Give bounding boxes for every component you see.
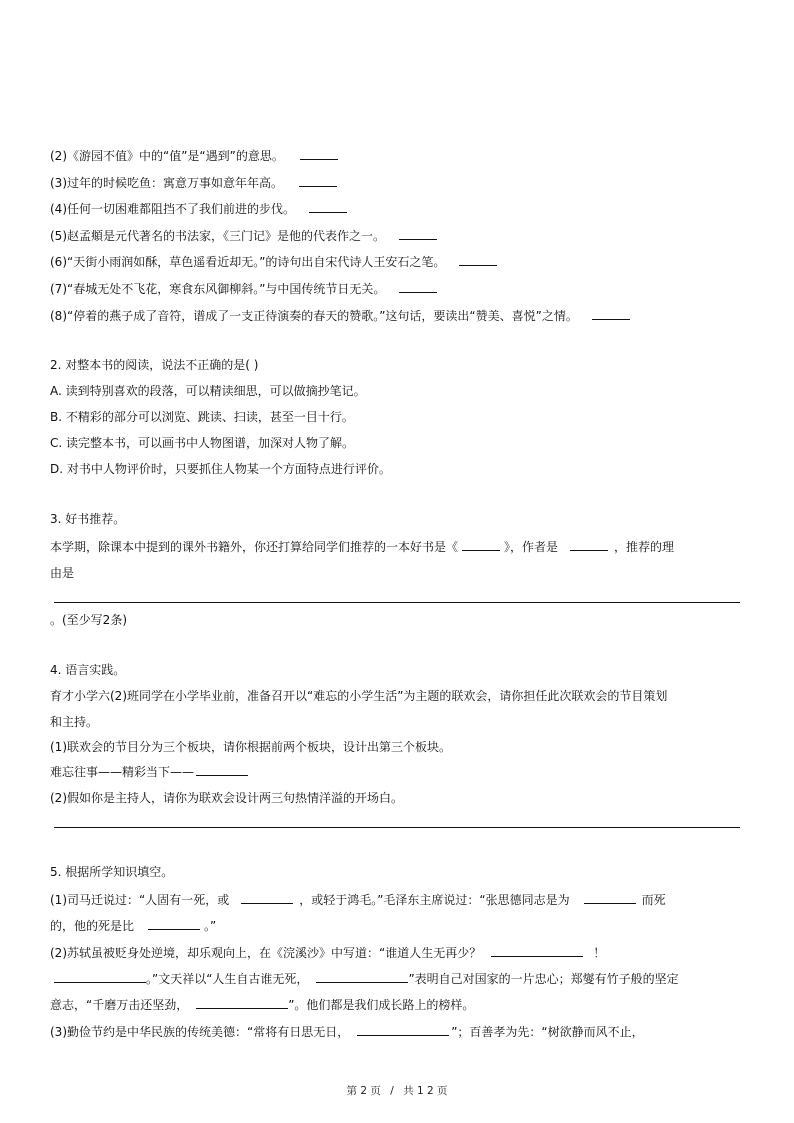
- page-footer: [0, 1083, 794, 1098]
- answer-blank[interactable]: [584, 892, 636, 904]
- third-section-blank[interactable]: [196, 764, 248, 776]
- q4-title: 4. 语言实践。: [50, 663, 126, 677]
- q5-s3-text-a: (3)勤俭节约是中华民族的传统美德：“常将有日思无日，: [50, 1025, 350, 1039]
- q5-s3-line1: [50, 1024, 644, 1040]
- q1-item-4-text: (4)任何一切困难都阻挡不了我们前进的步伐。: [50, 202, 295, 216]
- q5-s1-text-a: (1)司马迁说过：“人固有一死，或: [50, 893, 230, 907]
- q5-s2-text-b: ！: [593, 946, 606, 960]
- answer-blank[interactable]: [300, 148, 338, 160]
- q4-program-text: 难忘往事——精彩当下——: [50, 765, 195, 779]
- q3-text-c: ，推荐的理: [614, 540, 675, 554]
- q4-intro-1: 育才小学六(2)班同学在小学毕业前，准备召开以“难忘的小学生活”为主题的联欢会，请你担任此次联欢会的节目策划: [50, 689, 668, 703]
- answer-blank[interactable]: [592, 308, 630, 320]
- q1-item-8: [50, 308, 634, 324]
- q5-s2-line1: [50, 945, 605, 961]
- q5-s2-text-c: 。”文天祥以“人生自古谁无死，: [146, 972, 309, 986]
- q4-answer-line[interactable]: [54, 827, 740, 828]
- answer-blank[interactable]: [299, 175, 337, 187]
- q5-s2-text-f: ”。他们都是我们成长路上的榜样。: [288, 998, 475, 1012]
- q3-note: 。(至少写2条): [50, 613, 127, 627]
- q1-item-3: [50, 175, 341, 191]
- q5-s2-text-d: ”表明自己对国家的一片忠心；郑燮有竹子般的坚定: [408, 972, 679, 986]
- q5-s1-line1: [50, 892, 666, 908]
- answer-blank[interactable]: [196, 997, 288, 1009]
- answer-blank[interactable]: [399, 228, 437, 240]
- q1-item-5: [50, 228, 441, 244]
- answer-blank[interactable]: [399, 281, 437, 293]
- author-blank[interactable]: [570, 539, 608, 551]
- q5-s1-text-c: 而死: [641, 893, 666, 907]
- q2-option-c[interactable]: C. 读完整本书，可以画书中人物图谱，加深对人物了解。: [50, 436, 355, 450]
- q3-title: 3. 好书推荐。: [50, 512, 126, 526]
- q1-item-7: [50, 281, 441, 297]
- q5-s2-text-e: 意志，“千磨万击还坚劲，: [50, 998, 189, 1012]
- q3-text-b: 》，作者是: [504, 540, 559, 554]
- q1-item-6: [50, 254, 501, 270]
- q5-s1-text-b: ，或轻于鸿毛。”毛泽东主席说过：“张思德同志是为: [299, 893, 570, 907]
- q4-sub-2: (2)假如你是主持人，请你为联欢会设计两三句热情洋溢的开场白。: [50, 791, 404, 805]
- q2-title: 2. 对整本书的阅读，说法不正确的是( ): [50, 358, 259, 372]
- q3-line2: 由是: [50, 566, 75, 580]
- answer-blank[interactable]: [459, 254, 497, 266]
- q1-item-6-text: (6)“天街小雨润如酥，草色遥看近却无。”的诗句出自宋代诗人王安石之笔。: [50, 255, 446, 269]
- answer-blank[interactable]: [316, 971, 408, 983]
- q2-option-d[interactable]: D. 对书中人物评价时，只要抓住人物某一个方面特点进行评价。: [50, 462, 391, 476]
- q5-s2-line3: [50, 997, 474, 1013]
- q1-item-5-text: (5)赵孟頫是元代著名的书法家，《三门记》是他的代表作之一。: [50, 229, 386, 243]
- answer-blank[interactable]: [54, 971, 146, 983]
- q1-item-3-text: (3)过年的时候吃鱼：寓意万事如意年年高。: [50, 176, 283, 190]
- q3-text-a: 本学期，除课本中提到的课外书籍外，你还打算给同学们推荐的一本好书是《: [50, 540, 459, 554]
- page-total: 共 1 2 页: [403, 1085, 448, 1097]
- q1-item-7-text: (7)“春城无处不飞花，寒食东风御柳斜。”与中国传统节日无关。: [50, 282, 386, 296]
- answer-blank[interactable]: [491, 945, 583, 957]
- q5-s2-line2: [50, 971, 679, 987]
- q5-s1-line2: [50, 918, 216, 934]
- book-title-blank[interactable]: [462, 539, 500, 551]
- q2-option-a[interactable]: A. 读到特别喜欢的段落，可以精读细思，可以做摘抄笔记。: [50, 384, 366, 398]
- answer-blank[interactable]: [241, 892, 293, 904]
- q1-item-8-text: (8)“停着的燕子成了音符，谱成了一支正待演奏的春天的赞歌。”这句话，要读出“赞美、喜悦”之情。: [50, 309, 578, 323]
- q3-answer-line[interactable]: [54, 602, 740, 603]
- q5-title: 5. 根据所学知识填空。: [50, 865, 174, 879]
- answer-blank[interactable]: [357, 1024, 449, 1036]
- q2-option-b[interactable]: B. 不精彩的部分可以浏览、跳读、扫读，甚至一目十行。: [50, 410, 354, 424]
- q5-s1-text-e: 。”: [204, 919, 217, 933]
- q4-intro-2: 和主持。: [50, 715, 99, 729]
- answer-blank[interactable]: [309, 201, 347, 213]
- page-separator: /: [390, 1085, 394, 1097]
- q3-line1: [50, 539, 674, 555]
- answer-blank[interactable]: [148, 918, 200, 930]
- q1-item-4: [50, 201, 351, 217]
- q5-s2-text-a: (2)苏轼虽被贬身处逆境，却乐观向上，在《浣溪沙》中写道：“谁道人生无再少？: [50, 946, 482, 960]
- page-number: 第 2 页: [346, 1085, 381, 1097]
- q1-item-2: [50, 148, 342, 164]
- q5-s1-text-d: 的，他的死是比: [50, 919, 135, 933]
- q1-item-2-text: (2)《游园不值》中的“值”是“遇到”的意思。: [50, 149, 284, 163]
- q4-sub-1-line: [50, 764, 252, 780]
- q4-sub-1: (1)联欢会的节目分为三个板块，请你根据前两个板块，设计出第三个板块。: [50, 740, 452, 754]
- q5-s3-text-b: ”；百善孝为先：“树欲静而风不止，: [451, 1025, 644, 1039]
